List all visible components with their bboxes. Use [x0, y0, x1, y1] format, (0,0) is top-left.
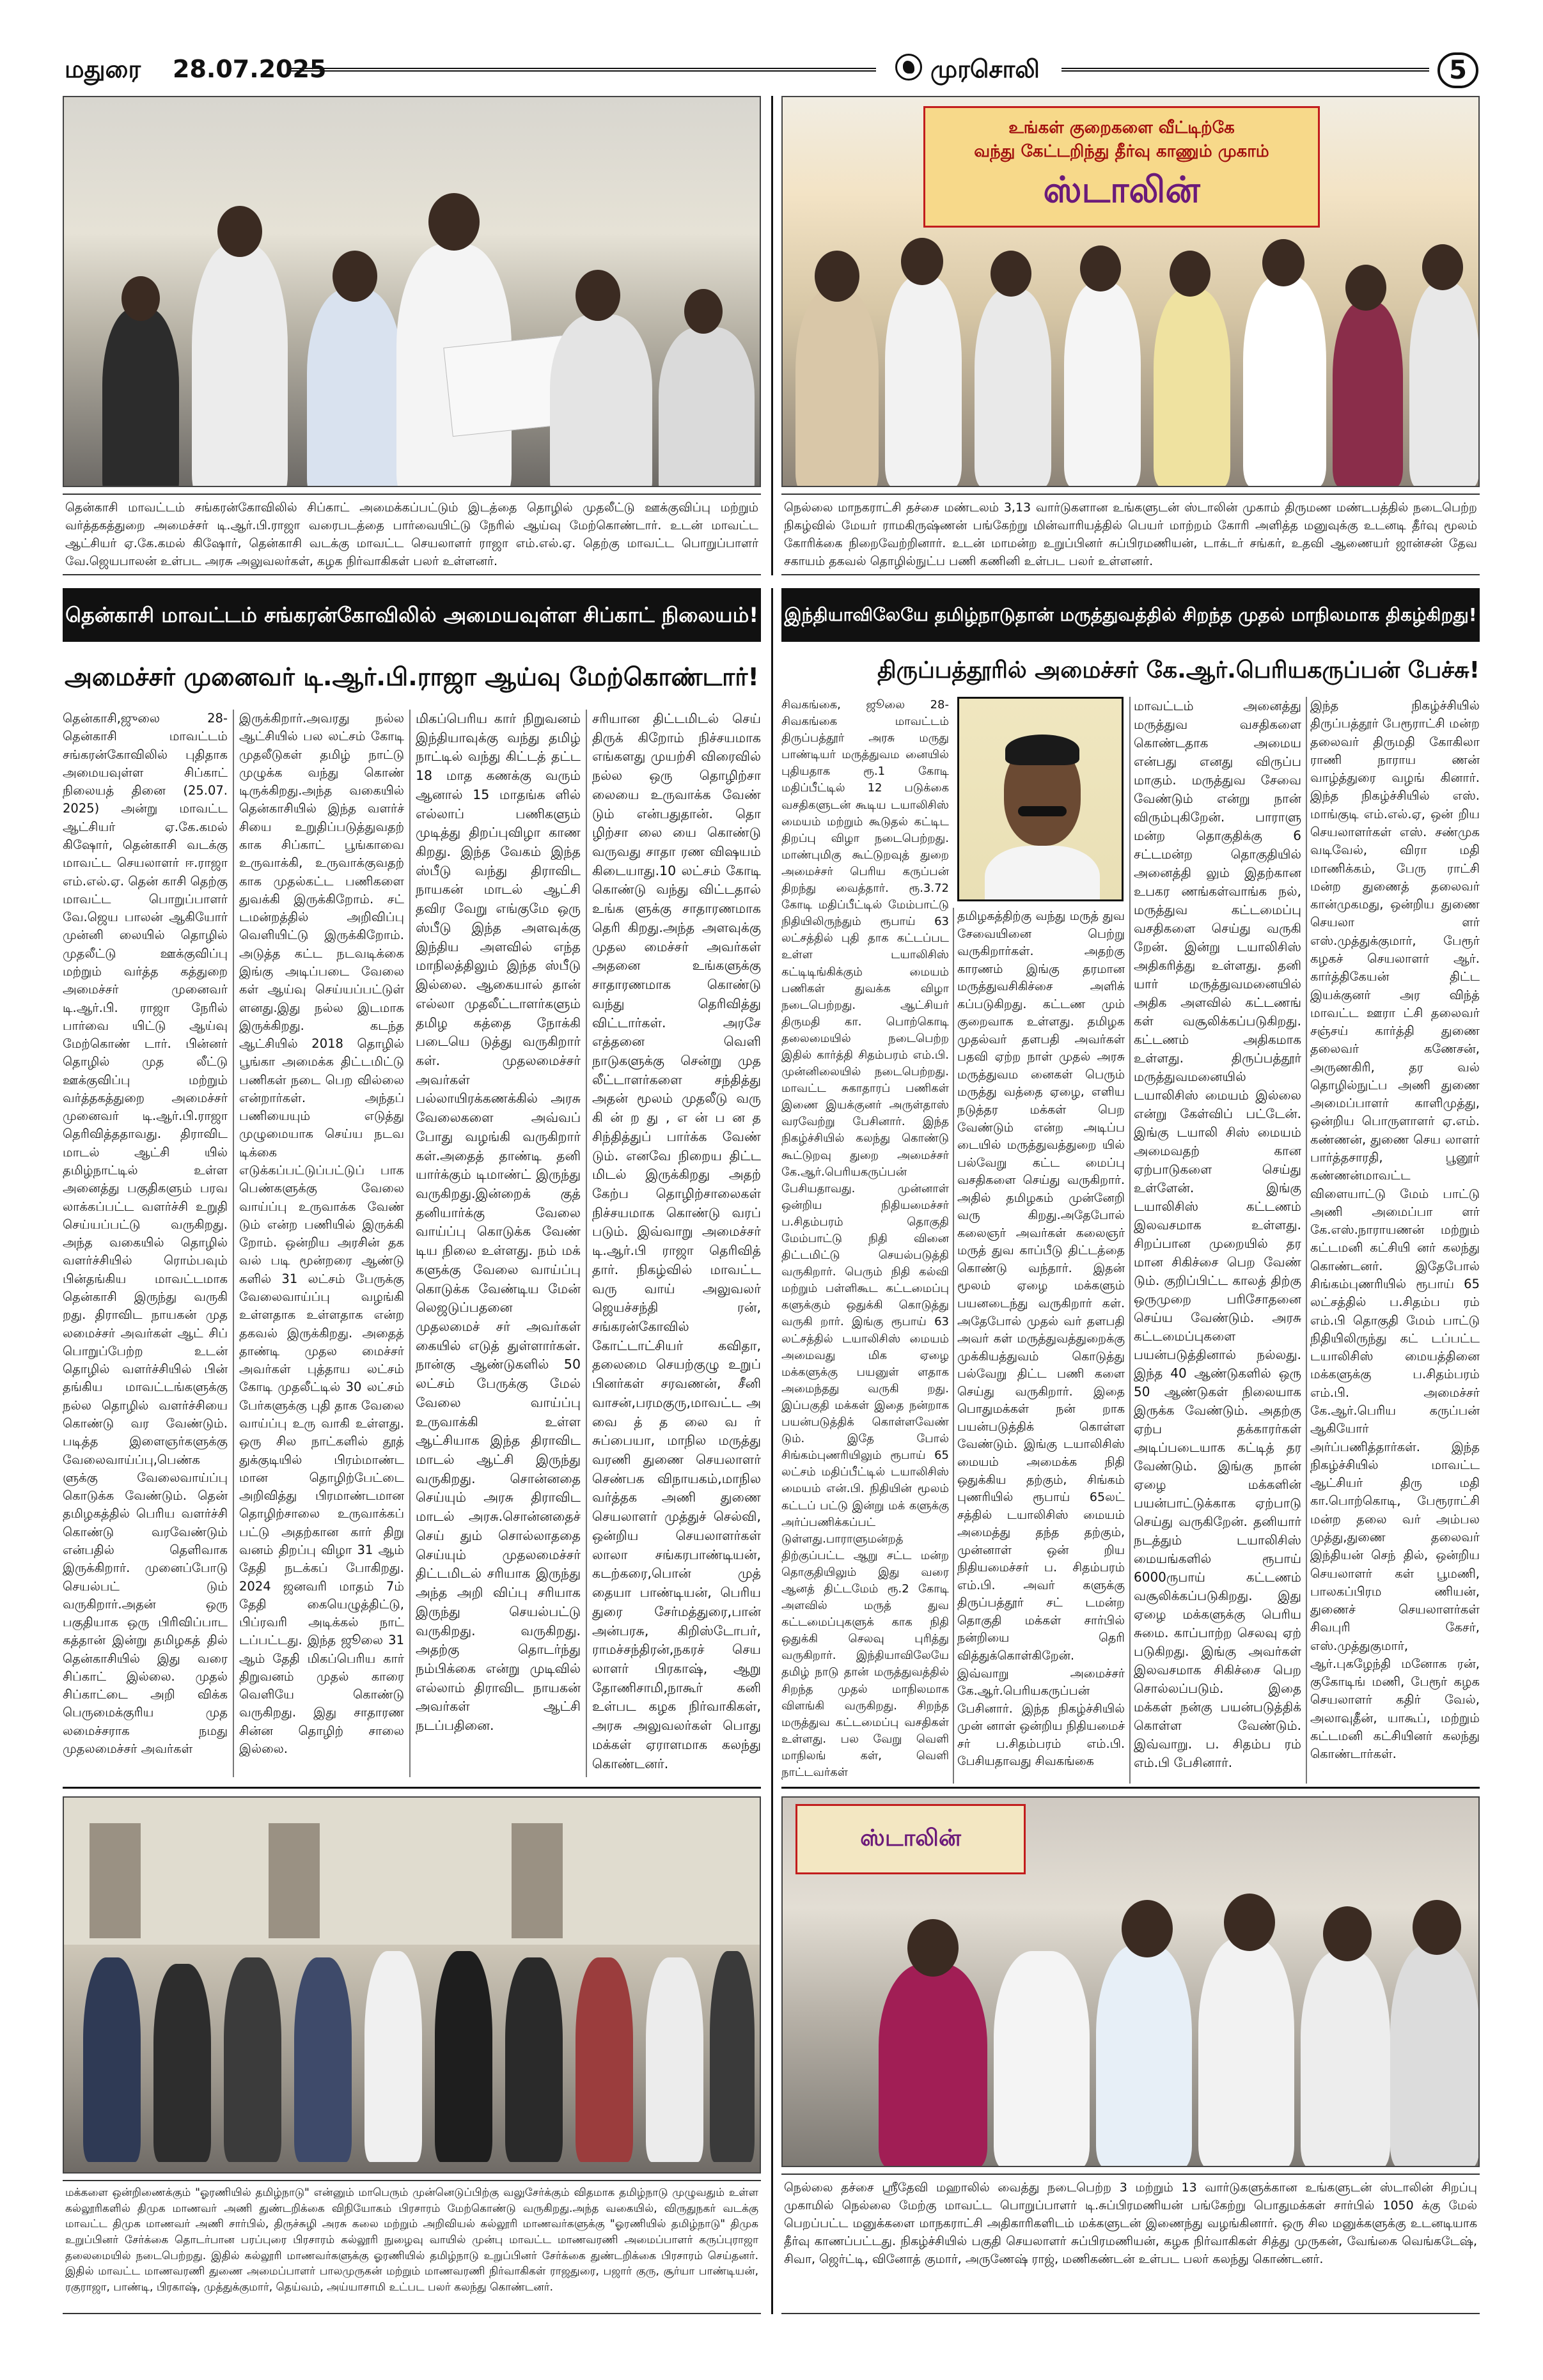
- person-figure: [294, 1957, 352, 2162]
- person-figure: [994, 1951, 1090, 2167]
- person-figure: [1096, 1945, 1192, 2167]
- article-headline: தென்காசி மாவட்டம் சங்கரன்கோவிலில் அமையவுள்ள சிப்காட் நிலையம்!: [63, 588, 761, 642]
- person-figure: [1333, 302, 1403, 487]
- event-banner: [795, 1804, 1026, 1874]
- banner-text: ஸ்டாலின்: [1043, 169, 1200, 211]
- building-wall: [64, 1798, 761, 1945]
- banner-text: ஸ்டாலின்: [860, 1825, 961, 1851]
- column-rule: [233, 710, 234, 1777]
- person-figure: [885, 276, 962, 487]
- page-number: 5: [1437, 52, 1478, 88]
- article-column: சரியான திட்டமிடல் செய் திருக் கிறோம் நிச்சயமாக எங்களது முயற்சி விரைவில் நல்ல ஒரு தொழிற்சா லையை உருவாக்க வேண் டும் என்பதுதான். தொ ழிற்சா லை யை கொண்டு வருவது சாதா ரண விஷயம் கிடையாது.10 லட்சம் கோடி கொண்டு வந்து விட்டதால் உங்க ளுக்கு சாதாரணமாக தெரி கிறது.அந்த அளவுக்கு முதல மைச்சர் அவர்கள் அதனை உங்களுக்கு சாதாரணமாக கொண்டு வந்து தெரிவித்து விட்டார்கள். அரசே எத்தனை வெளி நாடுகளுக்கு சென்று முத லீட்டாளர்களை சந்தித்து அதன் மூலம் முதலீடு வரு கி ன் ற து , எ ன் ப ன த சிந்தித்துப் பார்க்க வேண் டும். எனவே நிறைய திட்ட மிடல் இருக்கிறது அதற் கேற்ப தொழிற்சாலைகள் நிச்சயமாக கொண்டு வரப் படும். இவ்வாறு அமைச்சர் டி.ஆர்.பி ராஜா தெரிவித் தார். நிகழ்வில் மாவட்ட வரு வாய் அலுவலர் ஜெயச்சந்தி ரன், சங்கரன்கோவில் கோட்டாட்சியர் கவிதா, தலைமை செயற்குழு உறுப் பினர்கள் சரவணன், சீனி வாசன்,பரமகுரு,மாவட்ட அ வை த் த லை வ ர் சுப்பையா, மாநில மருத்து வரணி துணை செயலாளர் செண்பக விநாயகம்,மாநில வர்த்தக அணி துணை செயலாளர் முத்துச் செல்வி, ஒன்றிய செயலாளர்கள் லாலா சங்கரபாண்டியன், கடற்கரை,பொன் முத் தையா பாண்டியன், பெரிய துரை சேர்மத்துரை,பான் அன்பரசு, கிறிஸ்டோபர், ராமச்சந்திரன்,நகரச் செய லாளர் பிரகாஷ், ஆறு தோணிசாமி,நாகூர் கனி உள்பட கழக நிர்வாகிகள், அரசு அலுவலர்கள் பொது மக்கள் ஏராளமாக கலந்து கொண்டனர்.: [592, 711, 761, 1771]
- person-figure: [153, 1964, 211, 2162]
- column-rule: [409, 710, 411, 1777]
- person-figure: [83, 1957, 141, 2162]
- photo-caption: நெல்லை மாநகராட்சி தச்சை மண்டலம் 3,13 வார்டுகளான உங்களுடன் ஸ்டாலின் முகாம் திருமண மண்டபத்தில் நடைபெற்ற நிகழ்வில் மேயர் ராமகிருஷ்ணன் பங்கேற்று மின்வாரியத்தில் பெயர் மாற்றம் கோரி அளித்த மனுவுக்கு உடனடி தீர்வு மூலம் கோரிக்கை நிறைவேற்றினார். உடன் மாமன்ற உறுப்பினர் சுப்பிரமணியன், டாக்டர் சங்கர், உதவி ஆணையர் ஜான்சன் தேவ சகாயம் தகவல் தொழில்நுட்ப பணி கணினி உள்பட பலர் உள்ளனர்.: [781, 494, 1480, 575]
- person-figure: [1154, 289, 1230, 487]
- person-figure: [1409, 283, 1480, 487]
- building-pillar: [269, 1823, 320, 1938]
- photo-petition-handover: [781, 1796, 1480, 2167]
- column-rule: [1129, 697, 1131, 1784]
- person-head: [121, 276, 160, 321]
- minister-portrait: [957, 697, 1124, 901]
- column-rule: [1306, 697, 1307, 1784]
- person-head: [428, 193, 480, 251]
- person-figure: [192, 244, 288, 487]
- photo-caption: நெல்லை தச்சை ஸ்ரீதேவி மஹாலில் வைத்து நடைபெற்ற 3 மற்றும் 13 வார்டுகளுக்கான உங்களுடன் ஸ்டாலின் சிறப்பு முகாமில் நெல்லை மேற்கு மாவட்ட பொறுப்பாளர் டி.சுப்பிரமணியன் பங்கேற்று பொதுமக்கள் சார்பில் 1050 க்கு மேல் பெறப்பட்ட மனுக்களை மாநகராட்சி அதிகாரிகளிடம் மக்களுடன் இணைந்து வழங்கினார். ஒரு சில மனுக்களுக்கு உடனடியாக தீர்வு காணப்பட்டது. நிகழ்ச்சியில் பகுதி செயலாளர் சுப்பிரமணியன், கழக நிர்வாகிகள் சித்து முருகன், வேங்கை வெங்கடேஷ், சிவா, ஜெர்ட்டி, வினோத் குமார், அருணேஷ் ராஜ், மணிகண்டன் உள்பட பலர் கலந்து கொண்டனர்.: [781, 2174, 1480, 2314]
- photo-caption: தென்காசி மாவட்டம் சங்கரன்கோவிலில் சிப்காட் அமைக்கப்பட்டும் இடத்தை தொழில் முதலீட்டு ஊக்குவிப்பு மற்றும் வர்த்தகத்துறை அமைச்சர் டி.ஆர்.பி.ராஜா வரைபடத்தை பார்வையிட்டு நேரில் ஆய்வு மேற்கொண்டார். உடன் மாவட்ட ஆட்சியர் ஏ.கே.கமல் கிஷோர், தென்காசி வடக்கு மாவட்ட செயலாளர் ராஜா எம்.எல்.ஏ. தெற்கு மாவட்ட பொறுப்பாளர் வே.ஜெயபாலன் உள்பட அரசு அலுவலர்கள், கழக நிர்வாகிகள் பலர் உள்ளனர்.: [63, 494, 761, 575]
- person-head: [991, 251, 1031, 297]
- section-rule: [781, 1787, 1480, 1789]
- person-figure: [505, 1957, 563, 2162]
- person-figure: [576, 1957, 633, 2162]
- person-figure: [102, 308, 179, 487]
- person-figure: [1198, 1938, 1294, 2167]
- person-head: [907, 1919, 959, 1977]
- person-figure: [710, 1951, 755, 2162]
- person-figure: [224, 1957, 281, 2162]
- article-subheadline: அமைச்சர் முனைவர் டி.ஆர்.பி.ராஜா ஆய்வு மேற்கொண்டார்!: [65, 663, 759, 692]
- portrait-shirt: [985, 846, 1100, 901]
- person-head: [1345, 265, 1386, 311]
- person-figure: [879, 1964, 987, 2167]
- paper-name: முரசொலி: [930, 55, 1040, 83]
- article-subheadline: திருப்பத்தூரில் அமைச்சர் கே.ஆர்.பெரியகருப்பன் பேச்சு!: [877, 657, 1480, 683]
- person-figure: [307, 289, 403, 487]
- person-figure: [364, 1951, 422, 2162]
- article-column: சிவகங்கை, ஜூலை 28-சிவகங்கை மாவட்டம் திருப்பத்தூர் அரசு மருது பாண்டியர் மருத்துவம னையில் புதியதாக ரூ.1 கோடி மதிப்பீட்டில் 12 படுக்கை வசதிகளுடன் கூடிய டயாலிசிஸ் மையம் மற்றும் கூடுதல் கட்டிட திறப்பு விழா நடைபெற்றது. மாண்புமிகு கூட்டுறவுத் துறை அமைச்சர் பெரிய கருப்பன் திறந்து வைத்தார். ரூ.3.72 கோடி மதிப்பீட்டில் மேம்பாட்டு நிதியிலிருந்தும் ரூபாய் 63 லட்சத்தில் புதி தாக கட்டப்பட உள்ள டயாலிசிஸ் கட்டிடிங்கிக்கும் மையம் பணிகள் துவக்க விழா நடைபெற்றது. ஆட்சியர் திருமதி கா. பொற்கொடி தலைமையில் நடைபெற்ற இதில் கார்த்தி சிதம்பரம் எம்.பி. முன்னிலையில் நடைபெற்றது. மாவட்ட சுகாதாரப் பணிகள் இணை இயக்குனர் அருள்தாஸ் வரவேற்று பேசினார். இந்த நிகழ்ச்சியில் கலந்து கொண்டு கூட்டுறவு துறை அமைச்சர் கே.ஆர்.பெரியகருப்பன் பேசியதாவது. முன்னாள் ஒன்றிய நிதியமைச்சர் ப.சிதம்பரம் தொகுதி மேம்பாட்டு நிதி வினை திட்டமிட்டு செயல்படுத்தி வருகிறார். பெரும் நிதி கல்வி மற்றும் பள்ளிகூட கட்டமைப்பு களுக்கும் ஒதுக்கி கொடுத்து வருகி றார். இங்கு ரூபாய் 63 லட்சத்தில் டயாலிசிஸ் மையம் அமைவது மிக ஏழை மக்களுக்கு பயனுள் ளதாக அமைந்தது வருகி றது. இப்பகுதி மக்கள் இதை நன்றாக பயன்படுத்திக் கொள்ளவேண் டும். இதே போல் சிங்கம்புணரியிலும் ரூபாய் 65 லட்சம் மதிப்பீட்டில் டயாலிசிஸ் மையம் என்.பி. நிதியின் மூலம் கட்டப் பட்டு இன்று மக் களுக்கு அர்ப்பணிக்கப்பட் டுள்ளது.பாராளுமன்றத் திற்குப்பட்ட ஆறு சட்ட மன்ற தொகுதியிலும் இது வரை ஆனத் திட்டமேம் ரூ.2 கோடி அளவில் மருத் துவ கட்டமைப்புகளுக் காக நிதி ஒதுக்கி செலவு புரித்து வருகிறார். இந்தியாவிலேயே தமிழ் நாடு தான் மருத்துவத்தில் சிறந்த முதல் மாநிலமாக விளங்கி வருகிறது. சிறந்த மருத்துவ கட்டமைப்பு வசதிகள் உள்ளது. பல வேறு வெளி மாநிலங் கள், வெளி நாட்டவர்கள்: [781, 698, 949, 1779]
- article-column: இருக்கிறார்.அவரது நல்ல ஆட்சியில் பல லட்சம் கோடி முதலீடுகள் தமிழ் நாட்டு முழுக்க வந்து கொண் டிருக்கிறது.அந்த வகையில் தென்காசியில் இந்த வளர்ச் சியை உறுதிப்படுத்துவதற் காக சிப்காட் பூங்காவை உருவாக்கி, உருவாக்குவதற் காக முதல்கட்ட பணிகளை துவக்கி இருக்கிறோம். சட் டமன்றத்தில் அறிவிப்பு வெளியிட்டு இருக்கிறோம். அடுத்த கட்ட நடவடிக்கை இங்கு அடிப்படை வேலை கள் ஆய்வு செய்யப்பட்டுள் ளனது.இது நல்ல இடமாக இருக்கிறது. கடந்த ஆட்சியில் 2018 தொழில் பூங்கா அமைக்க திட்டமிட்டு பணிகள் நடை பெற வில்லை என்றார்கள். அந்தப் பணியையும் எடுத்து முழுமையாக செய்ய நடவ டிக்கை எடுக்கப்பட்டுப்பட்டுப் பாக பெண்களுக்கு வேலை வாய்ப்பு உருவாக்க வேண் டும் என்ற பணியில் இருக்கி றோம். ஒன்றிய அரசின் தக வல் படி மூன்றரை ஆண்டு களில் 31 லட்சம் பேருக்கு வேலைவாய்ப்பு வழங்கி உள்ளதாக உள்ளதாக என்ற தகவல் இருக்கிறது. அதைத் தாண்டி முதல மைச்சர் அவர்கள் புத்தாய லட்சம் கோடி முதலீட்டில் 30 லட்சம் பேர்களுக்கு புதி தாக வேலை வாய்ப்பு உரு வாகி உள்ளது. ஒரு சில நாட்களில் தூத் துக்குடியில் பிரம்மாண்ட மான தொழிற்பேட்டை அறிவித்து பிரமாண்டமான தொழிற்சாலை உருவாக்கப் பட்டு அதற்கான கார் திறு வனம் திறப்பு விழா 31 ஆம் தேதி நடக்கப் போகிறது. 2024 ஜனவரி மாதம் 7ம் தேதி கையெழுத்திட்டு, பிப்ரவரி அடிக்கல் நாட் டப்பட்டது. இந்த ஜூலை 31 ஆம் தேதி மிகப்பெரிய கார் திறுவனம் முதல் காரை வெளியே கொண்டு வருகிறது. இது சாதாரண சின்ன தொழிற் சாலை இல்லை.: [239, 711, 404, 1757]
- column-divider: [771, 96, 773, 575]
- article-headline: இந்தியாவிலேயே தமிழ்நாடுதான் மருத்துவத்தில் சிறந்த முதல் மாநிலமாக திகழ்கிறது!: [781, 588, 1480, 642]
- person-head: [1323, 1906, 1372, 1961]
- building-pillar: [512, 1823, 563, 1938]
- person-head: [576, 270, 620, 321]
- person-head: [1413, 1900, 1461, 1955]
- article-column: மாவட்டம் அனைத்து மருத்துவ வசதிகளை கொண்டதாக அமைய என்பது எனது விருப்ப மாகும். மருத்துவ சேவை வேண்டும் என்று நான் விரும்புகிறேன். பாராளு மன்ற தொகுதிக்கு 6 சட்டமன்ற தொகுதியில் அனைத்தி லும் இதற்கான உபகர ணங்கள்வாங்க நல், மருத்துவ கட்டமைப்பு வசதிகளை செய்து வருகி றேன். இன்று டயாலிசிஸ் அதிகரித்து உள்ளது. தனி யார் மருத்துவமனையில் அதிக அளவில் கட்டணங் கள் வசூலிக்கப்படுகிறது. கட்டணம் அதிகமாக உள்ளது. திருப்பத்தூர் மருத்துவமனையில் டயாலிசிஸ் மையம் இல்லை என்று கேள்விப் பட்டேன். இங்கு டயாலி சிஸ் மையம் அமைவதற் கான ஏற்பாடுகளை செய்து உள்ளேன். இங்கு டயாலிசிஸ் கட்டணம் இலவசமாக உள்ளது. சிறப்பான முறையில் தர மான சிகிச்சை பெற வேண் டும். குறிப்பிட்ட காலத் திற்கு ஒருமுறை பரிசோதனை செய்ய வேண்டும். அரசு கட்டமைப்புகளை பயன்படுத்தினால் நல்லது. இந்த 40 ஆண்டுகளில் ஒரு 50 ஆண்டுகள் நிலையாக இருக்க வேண்டும். அதற்கு ஏற்ப தக்காரர்கள் அடிப்படையாக கட்டித் தர வேண்டும். இங்கு நான் ஏழை மக்களின் பயன்பாட்டுக்காக ஏற்பாடு செய்து வருகிறேன். தனியார் நடத்தும் டயாலிசிஸ் மையங்களில் ரூபாய் 6000ருபாய் கட்டணம் வசூலிக்கப்படுகிறது. இது ஏழை மக்களுக்கு பெரிய சுமை. காப்பாற்ற செலவு ஏற் படுகிறது. இங்கு அவர்கள் இலவசமாக சிகிச்சை பெற சொல்லப்படும். இதை மக்கள் நன்கு பயன்படுத்திக் கொள்ள வேண்டும். இவ்வாறு. ப. சிதம்ப ரம் எம்.பி பேசினார்.: [1134, 698, 1301, 1770]
- newspaper-logo-icon: [895, 54, 922, 81]
- header-rule-right: [1061, 68, 1429, 72]
- photo-grievance-camp: [781, 96, 1480, 487]
- person-head: [1122, 1900, 1173, 1957]
- person-figure: [1064, 283, 1141, 487]
- column-divider: [771, 588, 773, 2314]
- banner-text: உங்கள் குறைகளை வீட்டிற்கே: [1008, 118, 1235, 137]
- article-column: தென்காசி,ஜுலை 28- தென்காசி மாவட்டம் சங்கரன்கோவிலில் புதிதாக அமையவுள்ள சிப்காட் நிலையத் தினை (25.07. 2025) அன்று மாவட்ட ஆட்சியர் ஏ.கே.கமல் கிஷோர், தென்காசி வடக்கு மாவட்ட செயலாளர் ஈ.ராஜா எம்.எல்.ஏ. தென் காசி தெற்கு மாவட்ட பொறுப்பாளர் வே.ஜெய பாலன் ஆகியோர் முன்னி லையில் தொழில் முதலீட்டு ஊக்குவிப்பு மற்றும் வர்த்த கத்துறை அமைச்சர் முனைவர் டி.ஆர்.பி. ராஜா நேரில் பார்வை யிட்டு ஆய்வு மேற்கொண் டார். பின்னர் தொழில் முத லீட்டு ஊக்குவிப்பு மற்றும் வர்த்தகத்துறை அமைச்சர் முனைவர் டி.ஆர்.பி.ராஜா தெரிவித்ததாவது. திராவிட மாடல் ஆட்சி யில் தமிழ்நாட்டில் உள்ள அனைத்து பகுதிகளும் பரவ லாக்கப்பட்ட வளர்ச்சி உறுதி செய்யப்பட்டு வருகிறது. அந்த வகையில் தொழில் வளர்ச்சியில் ரொம்பவும் பின்தங்கிய மாவட்டமாக தென்காசி இருந்து வருகி றது. திராவிட நாயகன் முத லமைச்சர் அவர்கள் ஆட் சிப் பொறுப்பேற்ற உடன் தொழில் வளர்ச்சியில் பின் தங்கிய மாவட்டங்களுக்கு நல்ல தொழில் வளர்ச்சியை கொண்டு வர வேண்டும். படித்த இளைஞர்களுக்கு வேலைவாய்ப்பு,பெண்க ளுக்கு வேலைவாய்ப்பு கொடுக்க வேண்டும். தென் தமிழகத்தில் பெரிய வளர்ச்சி கொண்டு வரவேண்டும் என்பதில் தெளிவாக இருக்கிறார். முனைப்போடு செயல்பட் டும் வருகிறார்.அதன் ஒரு பகுதியாக ஒரு பிரிவிப்பாட கத்தான் இன்று தமிழகத் தில் தென்காசியில் இது வரை சிப்காட் இல்லை. முதல் சிப்காட்டை அறி விக்க பெருமைக்குரிய முத லமைச்சராக நமது முதலமைச்சர் அவர்கள்: [63, 711, 228, 1757]
- person-figure: [659, 327, 755, 487]
- issue-date: 28.07.2025: [173, 55, 327, 83]
- person-head: [684, 289, 723, 334]
- person-figure: [1390, 1945, 1480, 2167]
- person-head: [1224, 1894, 1275, 1951]
- person-head: [217, 206, 262, 257]
- photo-minister-inspection: [63, 96, 761, 487]
- header-rule-left: [291, 68, 876, 72]
- person-figure: [550, 315, 652, 487]
- person-head: [815, 251, 859, 302]
- person-head: [1262, 239, 1304, 286]
- article-column: தமிழகத்திற்கு வந்து மருத் துவ சேவையினை பெற்று வருகிறார்கள். அதற்கு காரணம் இங்கு தரமான மருத்துவசிகிச்சை அளிக் கப்படுகிறது. கட்டண மும் குறைவாக உள்ளது. தமிழக முதல்வர் தளபதி அவர்கள் பதவி ஏற்ற நாள் முதல் அரசு மருத்துவம னைகள் பெரும் மருத்து வத்தை ஏழை, எளிய நடுத்தர மக்கள் பெற வேண்டும் என்ற அடிப்ப டையில் மருத்துவத்துறை யில் பல்வேறு கட்ட மைப்பு வசதிகளை செய்து வருகிறார். அதில் தமிழகம் முன்னேறி வரு கிறது.அதேபோல் கலைஞர் அவர்கள் கலைஞர் மருத் துவ காப்பீடு திட்டத்தை கொண்டு வந்தார். இதன் மூலம் ஏழை மக்களும் பயனடைந்து வருகிறார் கள். அதேபோல் முதல் வர் தளபதி அவர் கள் மருத்துவத்துறைக்கு முக்கியத்துவம் கொடுத்து பல்வேறு திட்ட பணி களை செய்து வருகிறார். இதை பொதுமக்கள் நன் றாக பயன்படுத்திக் கொள்ள வேண்டும். இங்கு டயாலிசிஸ் மையம் அமைக்க நிதி ஒதுக்கிய தற்கும், சிங்கம் புணரியில் ரூபாய் 65லட் சத்தில் டயாலிசிஸ் மையம் அமைத்து தந்த தற்கும், முன்னாள் ஒன் றிய நிதியமைச்சர் ப. சிதம்பரம் எம்.பி. அவர் களுக்கு திருப்பத்தூர் சட் டமன்ற தொகுதி மக்கள் சார்பில் நன்றியை தெரி வித்துக்கொள்கிறேன். இவ்வாறு அமைச்சர் கே.ஆர்.பெரியகருப்பன் பேசினார். இந்த நிகழ்ச்சியில் முன் னாள் ஒன்றிய நிதியமைச் சர் ப.சிதம்பரம் எம்.பி. பேசியதாவது சிவகங்கை: [957, 909, 1125, 1769]
- person-figure: [1243, 276, 1326, 487]
- photo-caption: மக்களை ஒன்றிணைக்கும் "ஓரணியில் தமிழ்நாடு" என்னும் மாபெரும் முன்னெடுப்பிற்கு வலுசேர்க்கும் விதமாக தமிழ்நாடு முழுவதும் உள்ள கல்லூரிகளில் திமுக மாணவர் அணி துண்டறிக்கை விநியோகம் பிரசாரம் மேற்கொண்டு வருகிறது.அந்த வகையில், விருதுநகர் வடக்கு மாவட்ட திமுக மாணவர் அணி சார்பில், திருச்சுழி அரசு கலை மற்றும் அறிவியல் கல்லூரி மாணவர்களுக்கு "ஓரணியில் தமிழ்நாடு" திமுக உறுப்பினர் சேர்க்கை தொடர்பான பரப்புரை பிரசாரம் கல்லூரி நுழைவு வாயில் முன்பு மாவட்ட மாணவரணி அமைப்பாளர் கருப்புராஜா தலைமையில் நடைபெற்றது. இதில் கல்லூரி மாணவர்களுக்கு ஓரணியில் தமிழ்நாடு உறுப்பினர் சேர்க்கை துண்டறிக்கை பிரசாரம் செய்தனர். இதில் மாவட்ட மாணவரணி துணை அமைப்பாளர் பாலமுருகன் மற்றும் மாணவரணி நிர்வாகிகள் ராஜதுரை, பஜார் குரு, சூர்யா பாண்டியன், ரகுராஜா, பாண்டி, பிரகாஷ், முத்துக்குமார், தெய்வம், அய்யாசாமி உட்பட பலர் கலந்து கொண்டனர்.: [63, 2180, 761, 2314]
- person-figure: [1301, 1951, 1390, 2167]
- portrait-hair: [1005, 735, 1079, 765]
- person-figure: [975, 289, 1051, 487]
- banner-text: வந்து கேட்டறிந்து தீர்வு காணும் முகாம்: [974, 142, 1269, 161]
- person-head: [1080, 245, 1121, 292]
- person-head: [1422, 244, 1463, 290]
- article-column: இந்த நிகழ்ச்சியில் திருப்பத்தூர் பேரூராட்சி மன்ற தலைவர் திருமதி கோகிலா ராணி நாராய ணன் வாழ்த்துரை வழங் கினார். இந்த நிகழ்ச்சியில் எஸ். மாங்குடி எம்.எல்.ஏ, ஒன் றிய செயலாளர்கள் எஸ். சண்முக வடிவேல், விரா மதி மாணிக்கம், பேரு ராட்சி மன்ற துணைத் தலைவர் கான்முகமது, ஒன்றிய துணை செயலா ளர் எஸ்.முத்துக்குமார், பேரூர் கழகச் செயலாளர் ஆர். கார்த்திகேயன் திட்ட இயக்குனர் அர விந்த் மாவட்ட ஊரா ட்சி தலைவர் சஞ்சய் கார்த்தி துணை தலைவர் கணேசன், அருணகிரி, தர வல் தொழில்நுட்ப அணி துணை அமைப்பாளர் காளிமுத்து, ஒன்றிய பொருளாளர் ஏ.எம். கண்ணன், துணை செய லாளர் பார்த்தசாரதி, பூனூர் கண்ணன்மாவட்ட விளையாட்டு மேம் பாட்டு அணி அமைப்பா ளர் கே.எஸ்.நாராயணன் மற்றும் கட்டமனி கட்சியி னர் கலந்து கொண்டனர். இதேபோல் சிங்கம்புணரியில் ரூபாய் 65 லட்சத்தில் ப.சிதம்ப ரம் எம்.பி தொகுதி மேம் பாட்டு நிதியிலிருந்து கட் டப்பட்ட டயாலிசிஸ் மையத்தினை மக்களுக்கு ப.சிதம்பரம் எம்.பி. அமைச்சர் கே.ஆர்.பெரிய கருப்பன் ஆகியோர் அர்ப்பணித்தார்கள். இந்த நிகழ்ச்சியில் மாவட்ட ஆட்சியர் திரு மதி கா.பொற்கொடி, பேரூராட்சி மன்ற தலை வர் அம்பல முத்து,துணை தலைவர் இந்தியன் செந் தில், ஒன்றிய செயலாளர் கள் பூமணி, பாலகப்பிரம ணியன், துணைச் செயலாளர்கள் சிவபுரி கேசர், எஸ்.முத்துகுமார், ஆர்.புகழேந்தி மனோக ரன், குகோடிங் மணி, பேரூர் கழக செயலாளர் கதிர் வேல், அலாவுதீன், யாகூப், மற்றும் கட்டமனி கட்சியினர் கலந்து கொண்டார்கள்.: [1310, 698, 1480, 1762]
- person-head: [333, 251, 377, 302]
- edition-city: மதுரை: [65, 55, 141, 83]
- article-column: மிகப்பெரிய கார் நிறுவனம் இந்தியாவுக்கு வந்து தமிழ் நாட்டில் வந்து கிட்டத் தட்ட 18 மாத கணக்கு வரும் ஆனால் 15 மாதங்க ளில் எல்லாப் பணிகளும் முடித்து திறப்புவிழா காண கிறது. இந்த வேகம் இந்த ஸ்பீடு வந்து திராவிட நாயகன் மாடல் ஆட்சி தவிர வேறு எங்குமே ஒரு ஸ்பீடு இந்த அளவுக்கு இந்திய அளவில் எந்த மாநிலத்திலும் இந்த ஸ்பீடு இல்லை. ஆகையால் தான் எல்லா முதலீட்டாளர்களும் தமிழ கத்தை நோக்கி படையெ டுத்து வருகிறார் கள். முதலமைச்சர் அவர்கள் பல்லாயிரக்கணக்கில் அரசு வேலைகளை அவ்வப் போது வழங்கி வருகிறார் கள்.அதைத் தாண்டி தனி யார்க்கும் டிமாண்ட் இருந்து வருகிறது.இன்றைக் குத் தனியார்க்கு வேலை வாய்ப்பு கொடுக்க வேண் டிய நிலை உள்ளது. நம் மக் களுக்கு வேலை வாய்ப்பு கொடுக்க வேண்டிய மேன் லெஜடுப்பதனை முதலமைச் சர் அவர்கள் கையில் எடுத் துள்ளார்கள். நான்கு ஆண்டுகளில் 50 லட்சம் பேருக்கு மேல் வேலை வாய்ப்பு உருவாக்கி உள்ள ஆட்சியாக இந்த திராவிட மாடல் ஆட்சி இருந்து வருகிறது. சொன்னதை செய்யும் அரசு திராவிட மாடல் அரசு.சொன்னதைச் செய் தும் சொல்லாததை செய்யும் முதலமைச்சர் திட்டமிடல் சரியாக இருந்து அந்த அறி விப்பு சரியாக இருந்து செயல்பட்டு வருகிறது. வருகிறது. அதற்கு தொடர்ந்து நம்பிக்கை என்று முடிவில் எல்லாம் திராவிட நாயகன் அவர்கள் ஆட்சி நடப்பதினை.: [416, 711, 581, 1734]
- portrait-moustache: [1018, 806, 1067, 816]
- event-banner: [923, 106, 1320, 228]
- person-figure: [795, 289, 879, 487]
- column-rule: [586, 710, 587, 1777]
- person-head: [1170, 251, 1210, 297]
- building-pillar: [90, 1823, 141, 1938]
- person-figure: [646, 1957, 703, 2162]
- section-rule: [63, 1787, 761, 1789]
- person-head: [901, 238, 943, 285]
- person-figure: [435, 1951, 492, 2162]
- photo-student-campaign: [63, 1796, 761, 2174]
- column-rule: [953, 908, 954, 1784]
